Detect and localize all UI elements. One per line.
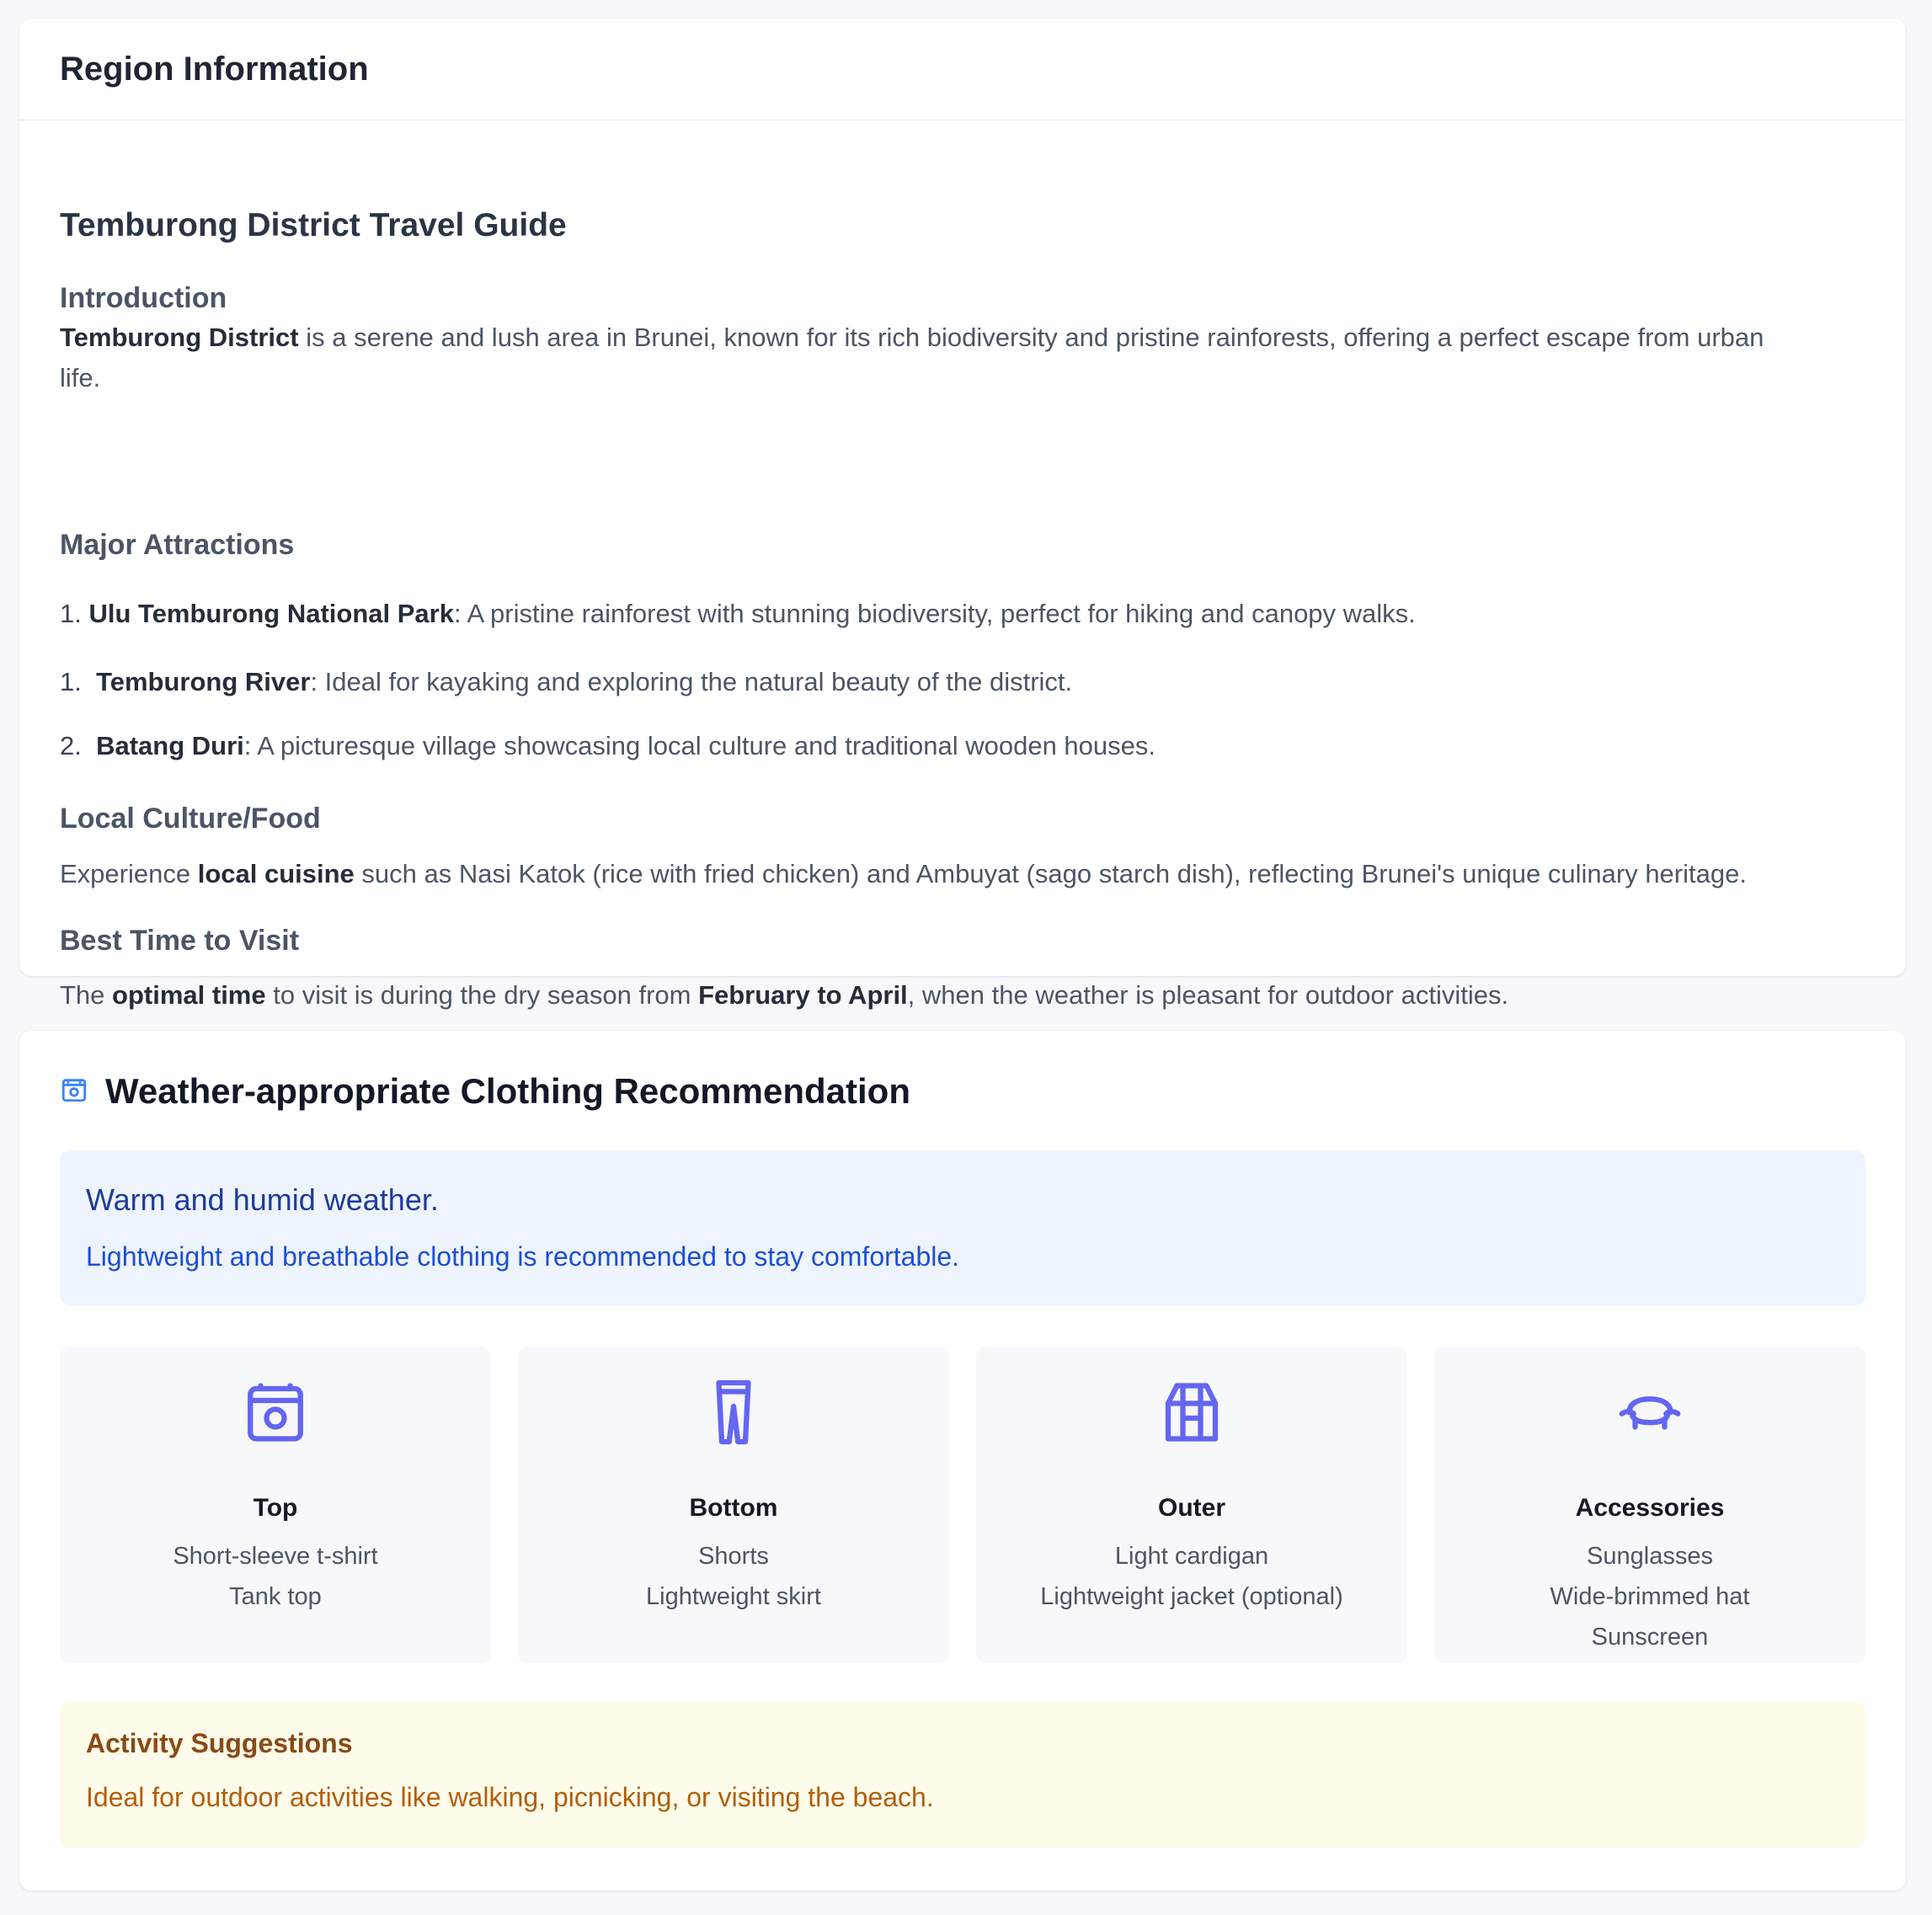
best-time-paragraph — [60, 975, 1865, 1016]
category-name: Bottom — [689, 1494, 778, 1522]
culture-paragraph — [60, 854, 1865, 894]
category-item: Light cardigan — [1114, 1543, 1269, 1570]
activity-suggestions — [60, 1702, 1865, 1848]
pants-icon — [518, 1377, 949, 1453]
category-name: Outer — [1157, 1494, 1225, 1522]
category-item: Lightweight jacket (optional) — [1040, 1583, 1343, 1610]
attraction-name: Temburong River — [96, 667, 311, 696]
category-item: Sunglasses — [1587, 1543, 1713, 1570]
best-time-text-post: , when the weather is pleasant for outdoor activities. — [907, 980, 1509, 1010]
attraction-item — [60, 726, 1865, 766]
category-item: Sunscreen — [1591, 1624, 1709, 1651]
category-item: Tank top — [229, 1583, 322, 1610]
category-item: Lightweight skirt — [646, 1583, 821, 1610]
jacket-icon — [976, 1377, 1407, 1453]
clothing-categories — [60, 1347, 1865, 1663]
clothing-card-header — [60, 1071, 910, 1112]
attraction-desc: : Ideal for kayaking and exploring the natural beauty of the district. — [310, 667, 1073, 696]
culture-bold: local cuisine — [197, 859, 355, 888]
culture-text-post: such as Nasi Katok (rice with fried chicken) and Ambuyat (sago starch dish), reflecting Brunei's unique culinary heritage. — [354, 859, 1747, 888]
category-name: Accessories — [1575, 1494, 1725, 1522]
category-accessories — [1434, 1347, 1865, 1663]
intro-bold: Temburong District — [60, 323, 299, 352]
weather-advice: Lightweight and breathable clothing is recommended to stay comfortable. — [86, 1241, 960, 1272]
shirt-icon — [60, 1377, 491, 1453]
clothing-recommendation-card — [19, 1031, 1906, 1891]
best-time-text-mid: to visit is during the dry season from — [265, 980, 699, 1010]
activity-text: Ideal for outdoor activities like walking, picnicking, or visiting the beach. — [86, 1782, 934, 1812]
best-time-bold-1: optimal time — [112, 980, 266, 1010]
intro-text: is a serene and lush area in Brunei, known for its rich biodiversity and pristine rainforests, offering a perfect escape from urban — [298, 323, 1764, 352]
best-time-text-pre: The — [60, 980, 113, 1010]
attraction-number: 1. — [60, 599, 89, 628]
category-outer — [976, 1347, 1407, 1663]
category-name: Top — [253, 1494, 298, 1522]
attraction-item — [60, 662, 1865, 702]
weather-headline: Warm and humid weather. — [86, 1182, 439, 1217]
region-information-card — [19, 19, 1906, 1010]
region-card-header — [19, 19, 1906, 120]
category-top — [60, 1347, 491, 1663]
attractions-heading: Major Attractions — [60, 529, 295, 561]
attraction-desc: : A picturesque village showcasing local culture and traditional wooden houses. — [243, 731, 1156, 760]
intro-text-cont: life. — [60, 363, 101, 392]
intro-heading: Introduction — [60, 282, 227, 314]
category-items — [60, 1536, 491, 1617]
category-item: Short-sleeve t-shirt — [173, 1543, 378, 1570]
region-card-title: Region Information — [60, 50, 369, 88]
attraction-number: 2. — [60, 731, 89, 760]
category-items — [518, 1536, 949, 1617]
best-time-heading: Best Time to Visit — [60, 925, 300, 957]
category-items — [1434, 1536, 1865, 1657]
hat-icon — [1434, 1377, 1865, 1453]
attraction-name: Batang Duri — [96, 731, 244, 760]
culture-heading: Local Culture/Food — [60, 803, 321, 835]
activity-heading: Activity Suggestions — [86, 1728, 353, 1758]
culture-text-pre: Experience — [60, 859, 198, 888]
attraction-number: 1. — [60, 667, 89, 696]
category-items — [976, 1536, 1407, 1617]
category-item: Wide-brimmed hat — [1550, 1583, 1750, 1610]
best-time-bold-2: February to April — [698, 980, 908, 1010]
guide-title: Temburong District Travel Guide — [60, 207, 567, 243]
attraction-desc: : A pristine rainforest with stunning biodiversity, perfect for hiking and canopy walks. — [453, 599, 1416, 628]
attraction-item — [60, 594, 1865, 634]
weather-summary — [60, 1150, 1865, 1305]
category-bottom — [518, 1347, 949, 1663]
attraction-name: Ulu Temburong National Park — [88, 599, 454, 628]
intro-paragraph — [60, 317, 1865, 398]
category-item: Shorts — [698, 1543, 769, 1570]
clothing-card-title: Weather-appropriate Clothing Recommendation — [105, 1071, 910, 1111]
shirt-icon — [60, 1075, 88, 1108]
